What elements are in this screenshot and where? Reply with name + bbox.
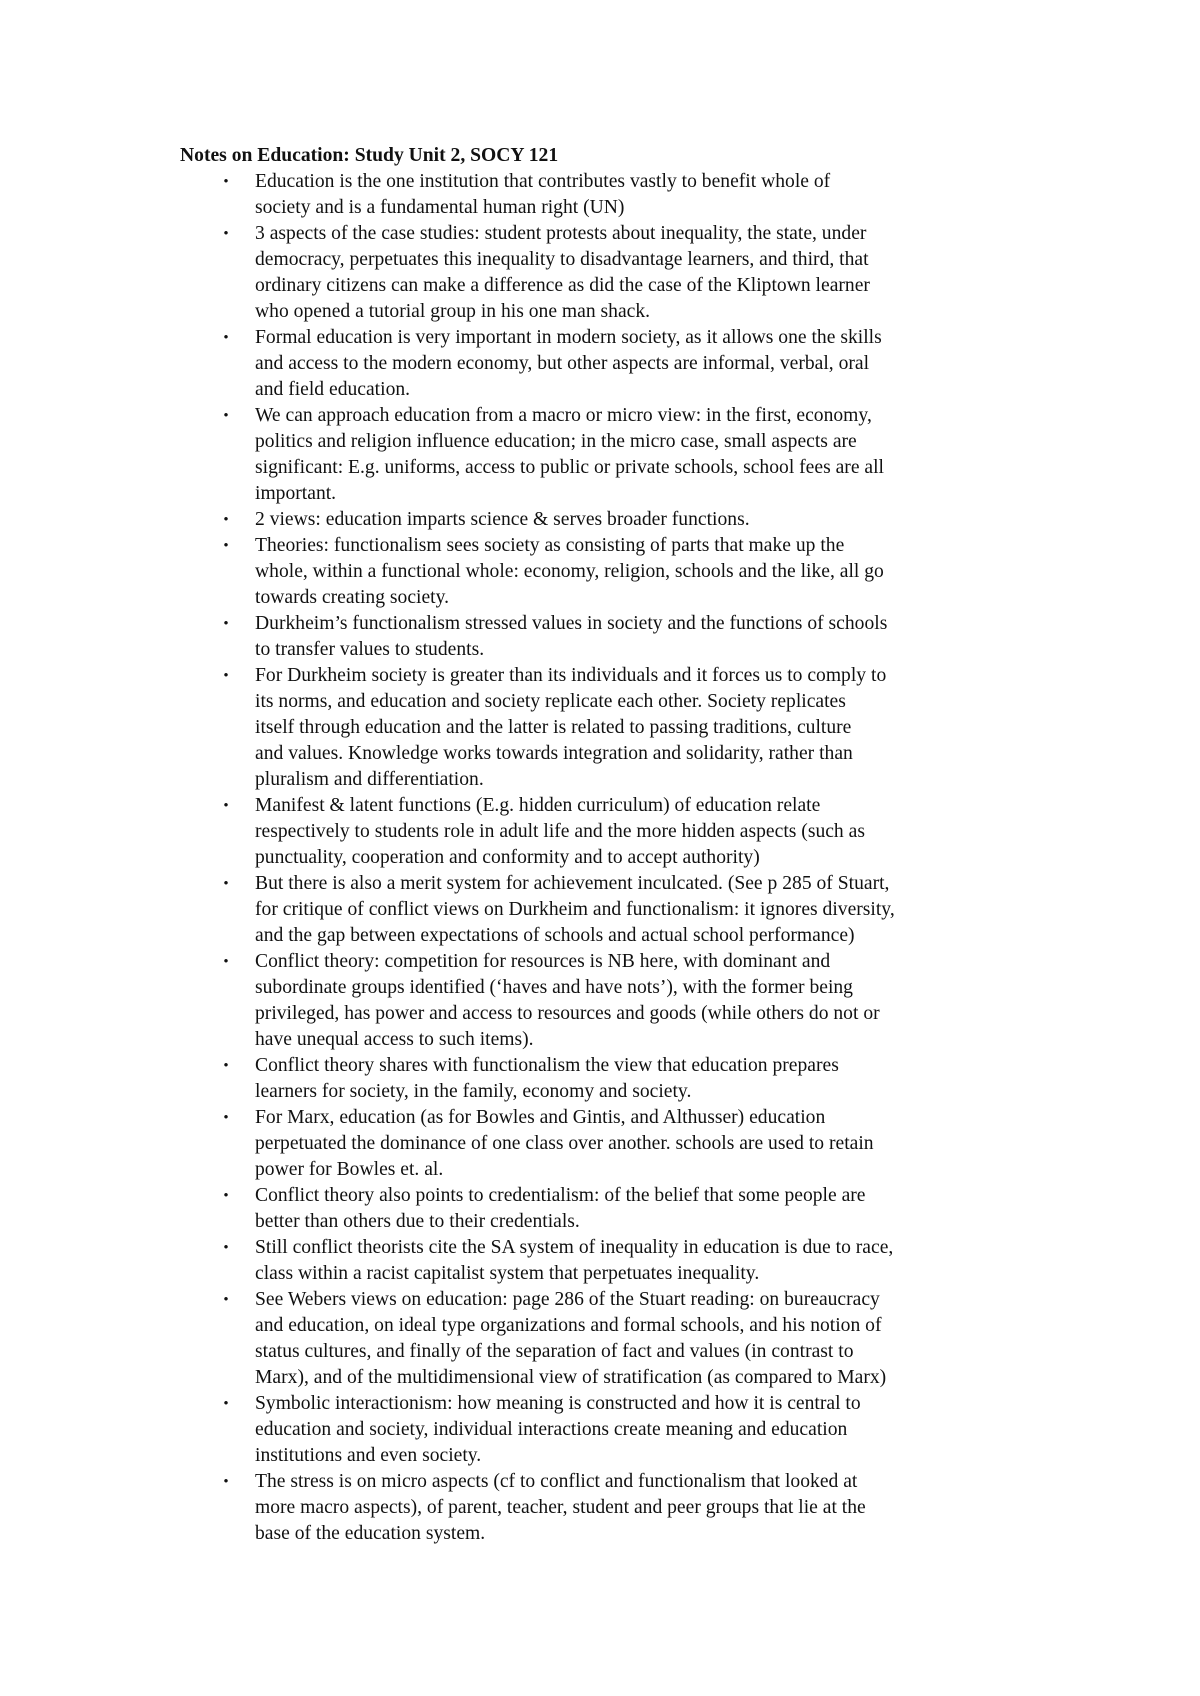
list-item-text: Formal education is very important in modern society, as it allows one the skills and access to the modern economy, but other aspects are informal, verbal, oral and field education.: [255, 327, 882, 400]
bullet-icon: •: [223, 1474, 229, 1490]
bullet-icon: •: [223, 1188, 229, 1204]
list-item-text: 3 aspects of the case studies: student protests about inequality, the state, under democracy, perpetuates this inequality to disadvantage learners, and third, that ordinary citizens can make a difference as did the case of the Kliptown learner who opened a tutorial group in his one man shack.: [255, 223, 870, 322]
list-item: [180, 325, 1040, 403]
list-item-text: Durkheim’s functionalism stressed values in society and the functions of schools to transfer values to students.: [255, 613, 888, 660]
bullet-icon: •: [223, 1240, 229, 1256]
bullet-icon: •: [223, 512, 229, 528]
list-item: [180, 793, 1040, 871]
bullet-icon: •: [223, 668, 229, 684]
bullet-icon: •: [223, 798, 229, 814]
list-item-text: Conflict theory also points to credentialism: of the belief that some people are better than others due to their credentials.: [255, 1185, 866, 1232]
list-item: [180, 871, 1040, 949]
list-item-text: We can approach education from a macro or micro view: in the first, economy, politics and religion influence education; in the micro case, small aspects are significant: E.g. uniforms, access to public or private schools, school fees are all important.: [255, 405, 884, 504]
list-item-text: But there is also a merit system for achievement inculcated. (See p 285 of Stuart, for critique of conflict views on Durkheim and functionalism: it ignores diversity, and the gap between expectations of schools and actual school performance): [255, 873, 895, 946]
bullet-icon: •: [223, 1058, 229, 1074]
list-item-text: For Durkheim society is greater than its individuals and it forces us to comply to its norms, and education and society replicate each other. Society replicates itself through education and the latter is related to passing traditions, culture and values. Knowledge works towards integration and solidarity, rather than pluralism and differentiation.: [255, 665, 887, 790]
bullet-icon: •: [223, 538, 229, 554]
list-item: [180, 663, 1040, 793]
bullet-icon: •: [223, 330, 229, 346]
list-item-text: Theories: functionalism sees society as consisting of parts that make up the whole, within a functional whole: economy, religion, schools and the like, all go towards creating society.: [255, 535, 884, 608]
list-item: [180, 1391, 1040, 1469]
list-item: [180, 611, 1040, 663]
list-item: [180, 1287, 1040, 1391]
document-title: Notes on Education: Study Unit 2, SOCY 121: [180, 145, 559, 166]
list-item: [180, 1105, 1040, 1183]
list-item: [180, 221, 1040, 325]
bullet-icon: •: [223, 876, 229, 892]
list-item: [180, 1235, 1040, 1287]
bullet-icon: •: [223, 616, 229, 632]
list-item-text: Manifest & latent functions (E.g. hidden curriculum) of education relate respectively to students role in adult life and the more hidden aspects (such as punctuality, cooperation and conformity and to accept authority): [255, 795, 865, 868]
list-item-text: Still conflict theorists cite the SA system of inequality in education is due to race, class within a racist capitalist system that perpetuates inequality.: [255, 1237, 894, 1284]
list-item: [180, 533, 1040, 611]
bullet-icon: •: [223, 408, 229, 424]
list-item-text: Conflict theory: competition for resources is NB here, with dominant and subordinate groups identified (‘haves and have nots’), with the former being privileged, has power and access to resources and goods (while others do not or have unequal access to such items).: [255, 951, 880, 1050]
bullet-icon: •: [223, 1396, 229, 1412]
bullet-icon: •: [223, 1292, 229, 1308]
list-item-text: Conflict theory shares with functionalism the view that education prepares learners for society, in the family, economy and society.: [255, 1055, 839, 1102]
list-item: [180, 169, 1040, 221]
notes-list: [180, 169, 1040, 1547]
document-body: [180, 143, 1040, 1547]
list-item-text: 2 views: education imparts science & serves broader functions.: [255, 509, 750, 530]
bullet-icon: •: [223, 174, 229, 190]
list-item: [180, 1183, 1040, 1235]
bullet-icon: •: [223, 226, 229, 242]
list-item: [180, 1053, 1040, 1105]
list-item-text: See Webers views on education: page 286 of the Stuart reading: on bureaucracy and education, on ideal type organizations and formal schools, and his notion of status cultures, and finally of the separation of fact and values (in contrast to Marx), and of the multidimensional view of stratification (as compared to Marx): [255, 1289, 887, 1388]
list-item: [180, 949, 1040, 1053]
list-item-text: For Marx, education (as for Bowles and Gintis, and Althusser) education perpetuated the dominance of one class over another. schools are used to retain power for Bowles et. al.: [255, 1107, 874, 1180]
list-item-text: The stress is on micro aspects (cf to conflict and functionalism that looked at more macro aspects), of parent, teacher, student and peer groups that lie at the base of the education system.: [255, 1471, 866, 1544]
list-item: [180, 403, 1040, 507]
bullet-icon: •: [223, 954, 229, 970]
bullet-icon: •: [223, 1110, 229, 1126]
list-item-text: Education is the one institution that contributes vastly to benefit whole of society and is a fundamental human right (UN): [255, 171, 831, 218]
list-item: [180, 1469, 1040, 1547]
list-item: [180, 507, 1040, 533]
list-item-text: Symbolic interactionism: how meaning is constructed and how it is central to education and society, individual interactions create meaning and education institutions and even society.: [255, 1393, 861, 1466]
